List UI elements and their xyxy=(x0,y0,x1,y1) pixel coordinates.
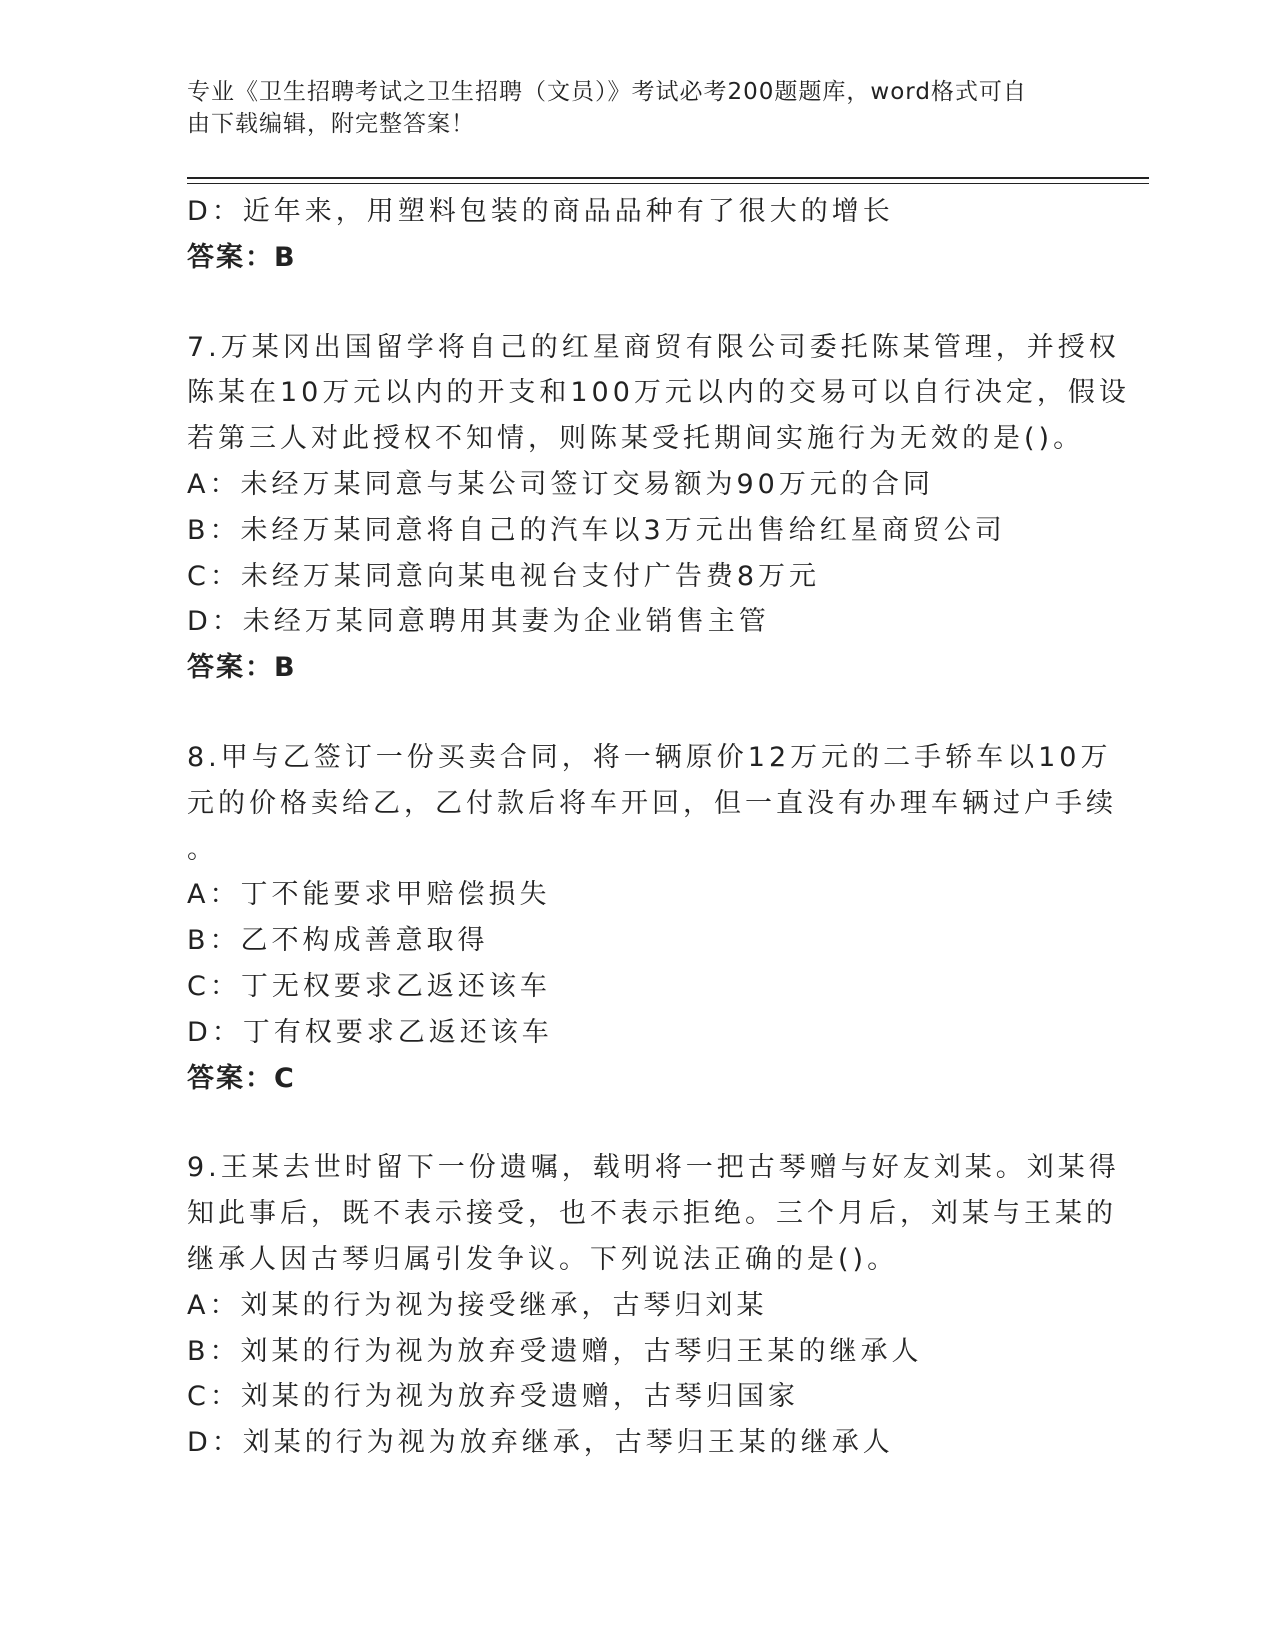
header-line-2: 由下载编辑，附完整答案！ xyxy=(187,111,475,137)
document-header xyxy=(187,76,1067,140)
spacer xyxy=(187,691,1087,735)
q7-answer: 答案：B xyxy=(187,652,297,684)
q6-option-d: D：近年来，用塑料包装的商品品种有了很大的增长 xyxy=(187,196,894,227)
q9-option-a: A：刘某的行为视为接受继承，古琴归刘某 xyxy=(187,1289,768,1321)
q8-option-c: C：丁无权要求乙返还该车 xyxy=(187,970,551,1002)
q9-option-b: B：刘某的行为视为放弃受遗赠，古琴归王某的继承人 xyxy=(187,1335,923,1367)
q7-stem-line-1: 7.万某冈出国留学将自己的红星商贸有限公司委托陈某管理，并授权 xyxy=(187,331,1120,363)
q8-stem-line-3: 。 xyxy=(187,833,218,865)
spacer xyxy=(187,281,1087,325)
q8-stem-line-1: 8.甲与乙签订一份买卖合同，将一辆原价12万元的二手轿车以10万 xyxy=(187,741,1112,773)
q7-option-d: D：未经万某同意聘用其妻为企业销售主管 xyxy=(187,606,770,638)
question-8 xyxy=(187,735,1117,1101)
q8-option-b: B：乙不构成善意取得 xyxy=(187,925,489,957)
question-7 xyxy=(187,325,1130,691)
q7-option-c: C：未经万某同意向某电视台支付广告费8万元 xyxy=(187,560,821,592)
q8-option-d: D：丁有权要求乙返还该车 xyxy=(187,1016,553,1048)
header-divider-thick xyxy=(187,177,1149,179)
q8-option-a: A：丁不能要求甲赔偿损失 xyxy=(187,879,551,911)
header-line-1: 专业《卫生招聘考试之卫生招聘（文员）》考试必考200题题库，word格式可自 xyxy=(187,79,1027,105)
q7-option-b: B：未经万某同意将自己的汽车以3万元出售给红星商贸公司 xyxy=(187,514,1006,546)
q9-stem-line-3: 继承人因古琴归属引发争议。下列说法正确的是()。 xyxy=(187,1243,899,1275)
q7-stem-line-2: 陈某在10万元以内的开支和100万元以内的交易可以自行决定，假设 xyxy=(187,377,1130,409)
q8-answer: 答案：C xyxy=(187,1062,296,1094)
question-9 xyxy=(187,1145,1120,1466)
q6-answer: 答案：B xyxy=(187,241,297,273)
q9-stem-line-2: 知此事后，既不表示接受，也不表示拒绝。三个月后，刘某与王某的 xyxy=(187,1198,1117,1230)
q9-stem-line-1: 9.王某去世时留下一份遗嘱，载明将一把古琴赠与好友刘某。刘某得 xyxy=(187,1152,1120,1184)
spacer xyxy=(187,1101,1087,1145)
q8-stem-line-2: 元的价格卖给乙，乙付款后将车开回，但一直没有办理车辆过户手续 xyxy=(187,787,1117,819)
q7-stem-line-3: 若第三人对此授权不知情，则陈某受托期间实施行为无效的是()。 xyxy=(187,423,1085,455)
question-6-tail xyxy=(187,189,1087,281)
q7-option-a: A：未经万某同意与某公司签订交易额为90万元的合同 xyxy=(187,468,934,500)
question-content xyxy=(187,189,1130,1466)
q9-option-c: C：刘某的行为视为放弃受遗赠，古琴归国家 xyxy=(187,1381,799,1413)
header-divider-thin xyxy=(187,183,1149,184)
q9-option-d: D：刘某的行为视为放弃继承，古琴归王某的继承人 xyxy=(187,1427,894,1459)
